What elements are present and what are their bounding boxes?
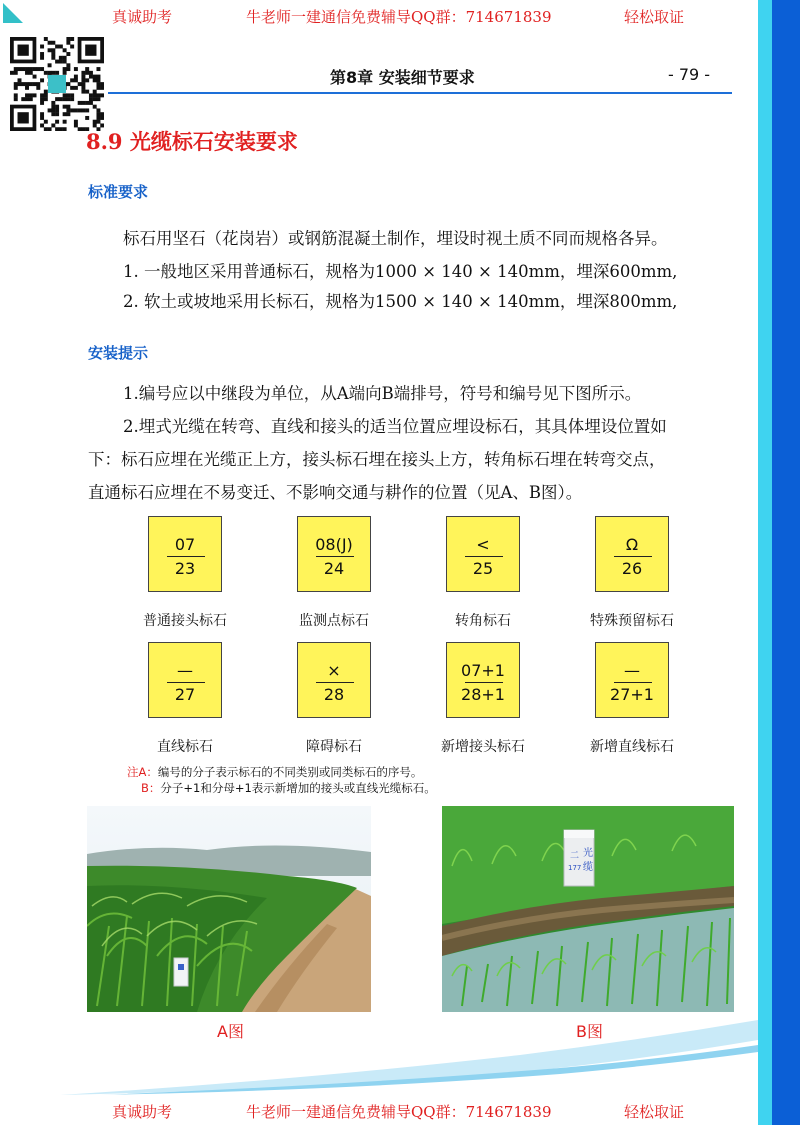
page-number: - 79 - (668, 65, 711, 84)
marker-numerator: < (476, 535, 490, 554)
svg-text:缆: 缆 (583, 862, 593, 873)
marker-caption: 新增接头标石 (441, 739, 525, 755)
marker-denominator: 24 (323, 559, 345, 578)
marker-caption: 特殊预留标石 (590, 613, 674, 629)
marker-numerator: 08(J) (315, 535, 353, 554)
marker-caption: 监测点标石 (299, 613, 369, 629)
note-a (127, 764, 422, 780)
marker-box (446, 516, 520, 592)
svg-text:光: 光 (583, 848, 593, 859)
fraction-line (167, 682, 205, 683)
tips-line: 2.埋式光缆在转弯、直线和接头的适当位置应埋设标石，其具体埋设位置如 (123, 417, 667, 436)
standard-heading: 标准要求 (88, 183, 149, 201)
banner-middle-text: 牛老师一建通信免费辅导QQ群：714671839 (246, 1103, 552, 1121)
marker-box (148, 642, 222, 718)
standard-line: 1. 一般地区采用普通标石，规格为1000 × 140 × 140mm，埋深600mm, (123, 262, 678, 281)
marker-denominator: 23 (174, 559, 196, 578)
photo-b-caption: B图 (576, 1022, 603, 1041)
fraction-line (316, 682, 354, 683)
marker-numerator: 07 (174, 535, 196, 554)
side-stripe-light (758, 0, 772, 1125)
marker-numerator: 07+1 (461, 661, 505, 680)
marker-caption: 直线标石 (157, 739, 213, 755)
marker-caption: 障碍标石 (306, 739, 362, 755)
marker-caption: 新增直线标石 (590, 739, 674, 755)
banner-right-text: 轻松取证 (624, 8, 685, 26)
marker-caption: 转角标石 (455, 613, 511, 629)
section-title: 8.9 光缆标石安装要求 (86, 129, 298, 154)
tips-heading: 安装提示 (88, 344, 149, 362)
fraction-line (614, 682, 652, 683)
fraction-line (465, 556, 503, 557)
tips-line: 1.编号应以中继段为单位，从A端向B端排号，符号和编号见下图所示。 (123, 384, 642, 403)
note-b (141, 780, 436, 796)
fraction-line (614, 556, 652, 557)
marker-box (297, 642, 371, 718)
fraction-line (316, 556, 354, 557)
marker-denominator: 27+1 (610, 685, 654, 704)
photo-b (442, 806, 734, 1012)
note-b-text: 分子+1和分母+1表示新增加的接头或直线光缆标石。 (160, 781, 436, 795)
banner-middle-text: 牛老师一建通信免费辅导QQ群：714671839 (246, 8, 552, 26)
decorative-swoosh (0, 1000, 758, 1095)
marker-numerator: — (177, 661, 193, 680)
fraction-line (465, 682, 503, 683)
tips-line: 直通标石应埋在不易变迁、不影响交通与耕作的位置（见A、B图）。 (88, 483, 583, 502)
marker-denominator: 26 (621, 559, 643, 578)
marker-denominator: 28+1 (461, 685, 505, 704)
svg-text:177: 177 (568, 864, 582, 872)
marker-numerator: × (327, 661, 341, 680)
qr-code-icon (10, 37, 104, 131)
svg-text:二: 二 (570, 851, 580, 861)
logo-mark-icon (3, 3, 23, 23)
tips-line: 下：标石应埋在光缆正上方，接头标石埋在接头上方，转角标石埋在转弯交点， (88, 450, 666, 469)
chapter-title: 第8章 安装细节要求 (330, 68, 475, 87)
fraction-line (167, 556, 205, 557)
marker-denominator: 28 (323, 685, 345, 704)
note-b-label: B： (141, 781, 161, 795)
logo (3, 3, 59, 25)
marker-caption: 普通接头标石 (143, 613, 227, 629)
top-banner (0, 0, 758, 28)
standard-line: 2. 软土或坡地采用长标石，规格为1500 × 140 × 140mm，埋深800mm, (123, 292, 678, 311)
banner-left-text: 真诚助考 (112, 1103, 173, 1121)
photo-a-caption: A图 (217, 1022, 244, 1041)
header-divider (108, 92, 732, 94)
marker-box (595, 516, 669, 592)
banner-left-text: 真诚助考 (112, 8, 173, 26)
marker-numerator: Ω (625, 535, 639, 554)
marker-numerator: — (624, 661, 640, 680)
banner-right-text: 轻松取证 (624, 1103, 685, 1121)
marker-box (595, 642, 669, 718)
marker-box (148, 516, 222, 592)
bottom-banner (0, 1095, 758, 1123)
side-stripe-dark (772, 0, 800, 1125)
marker-denominator: 27 (174, 685, 196, 704)
standard-line: 标石用坚石（花岗岩）或钢筋混凝土制作，埋设时视土质不同而规格各异。 (123, 229, 668, 248)
photo-a (87, 806, 371, 1012)
marker-box (297, 516, 371, 592)
note-a-text: 编号的分子表示标石的不同类别或同类标石的序号。 (157, 765, 423, 779)
marker-box (446, 642, 520, 718)
note-a-label: 注A： (127, 765, 158, 779)
marker-denominator: 25 (472, 559, 494, 578)
